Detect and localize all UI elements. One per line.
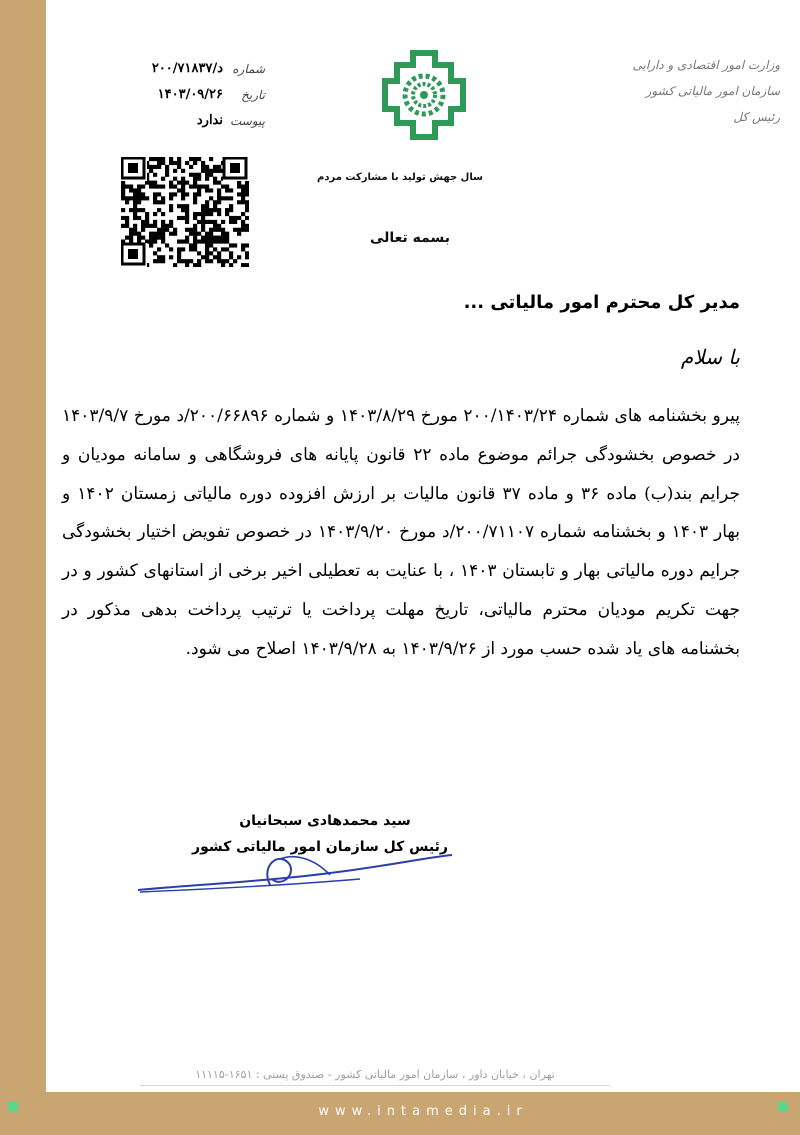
corner-square — [778, 1102, 788, 1112]
ministry-line: رئیس کل — [733, 110, 780, 124]
footer-band — [46, 1092, 800, 1135]
date-value: ۱۴۰۳/۰۹/۲۶ — [157, 87, 223, 102]
attachment-value: ندارد — [196, 113, 223, 128]
salutation: با سلام — [680, 345, 740, 369]
date-label: تاریخ — [241, 88, 265, 102]
letter-attachment-row — [95, 108, 265, 134]
page-left-border — [0, 0, 46, 1135]
number-value: د/۲۰۰/۷۱۸۳۷ — [151, 61, 223, 76]
letter-body: پیرو بخشنامه های شماره ۲۰۰/۱۴۰۳/۲۴ مورخ ۱۴۰۳/۸/۲۹ و شماره ۲۰۰/۶۶۸۹۶/د مورخ ۱۴۰۳/۹/۷ در خصوص بخشودگی جرائم موضوع ماده ۲۲ قانون پایانه های فروشگاهی و سامانه مودیان و جرایم بند(ب) ماده ۳۶ و ماده ۳۷ قانون مالیات بر ارزش افزوده دوره مالیاتی زمستان ۱۴۰۲ و بهار ۱۴۰۳ و بخشنامه شماره ۲۰۰/۷۱۱۰۷/د مورخ ۱۴۰۳/۹/۲۰ در خصوص تفویض اختیار بخشودگی جرایم دوره مالیاتی بهار و تابستان ۱۴۰۳ ، با عنایت به تعطیلی اخیر برخی از استانهای کشور و در جهت تکریم مودیان محترم مالیاتی، تاریخ مهلت پرداخت یا ترتیب پرداخت بدهی مذکور در بخشنامه های یاد شده حسب مورد از ۱۴۰۳/۹/۲۶ به ۱۴۰۳/۹/۲۸ اصلاح می شود. — [62, 406, 740, 659]
watermark-url: www.intamedia.ir — [318, 1104, 528, 1119]
letter-date-row — [95, 82, 265, 108]
signer-name: سید محمدهادی سبحانیان — [239, 813, 411, 829]
year-slogan: سال جهش تولید با مشارکت مردم — [317, 172, 483, 183]
qr-code-icon — [121, 157, 249, 267]
recipient-line: مدیر کل محترم امور مالیاتی ... — [463, 292, 740, 313]
ministry-header — [600, 52, 780, 130]
ministry-line: سازمان امور مالیاتی کشور — [645, 84, 780, 98]
signer-title: رئیس کل سازمان امور مالیاتی کشور — [192, 839, 448, 855]
letter-number-row — [95, 56, 265, 82]
ministry-line: وزارت امور اقتصادی و دارایی — [632, 58, 780, 72]
attachment-label: پیوست — [230, 114, 265, 128]
handwritten-signature-icon — [130, 845, 460, 905]
footer-divider — [140, 1085, 610, 1086]
letter-meta — [95, 56, 265, 134]
corner-square — [8, 1102, 18, 1112]
number-label: شماره — [232, 62, 265, 76]
besme-heading: بسمه تعالی — [369, 230, 451, 246]
tax-organization-logo — [382, 50, 466, 140]
footer-address: تهران ، خیابان داور ، سازمان امور مالیاتی کشور - صندوق پستی : ۱۶۵۱-۱۱۱۱۵ — [195, 1068, 555, 1081]
